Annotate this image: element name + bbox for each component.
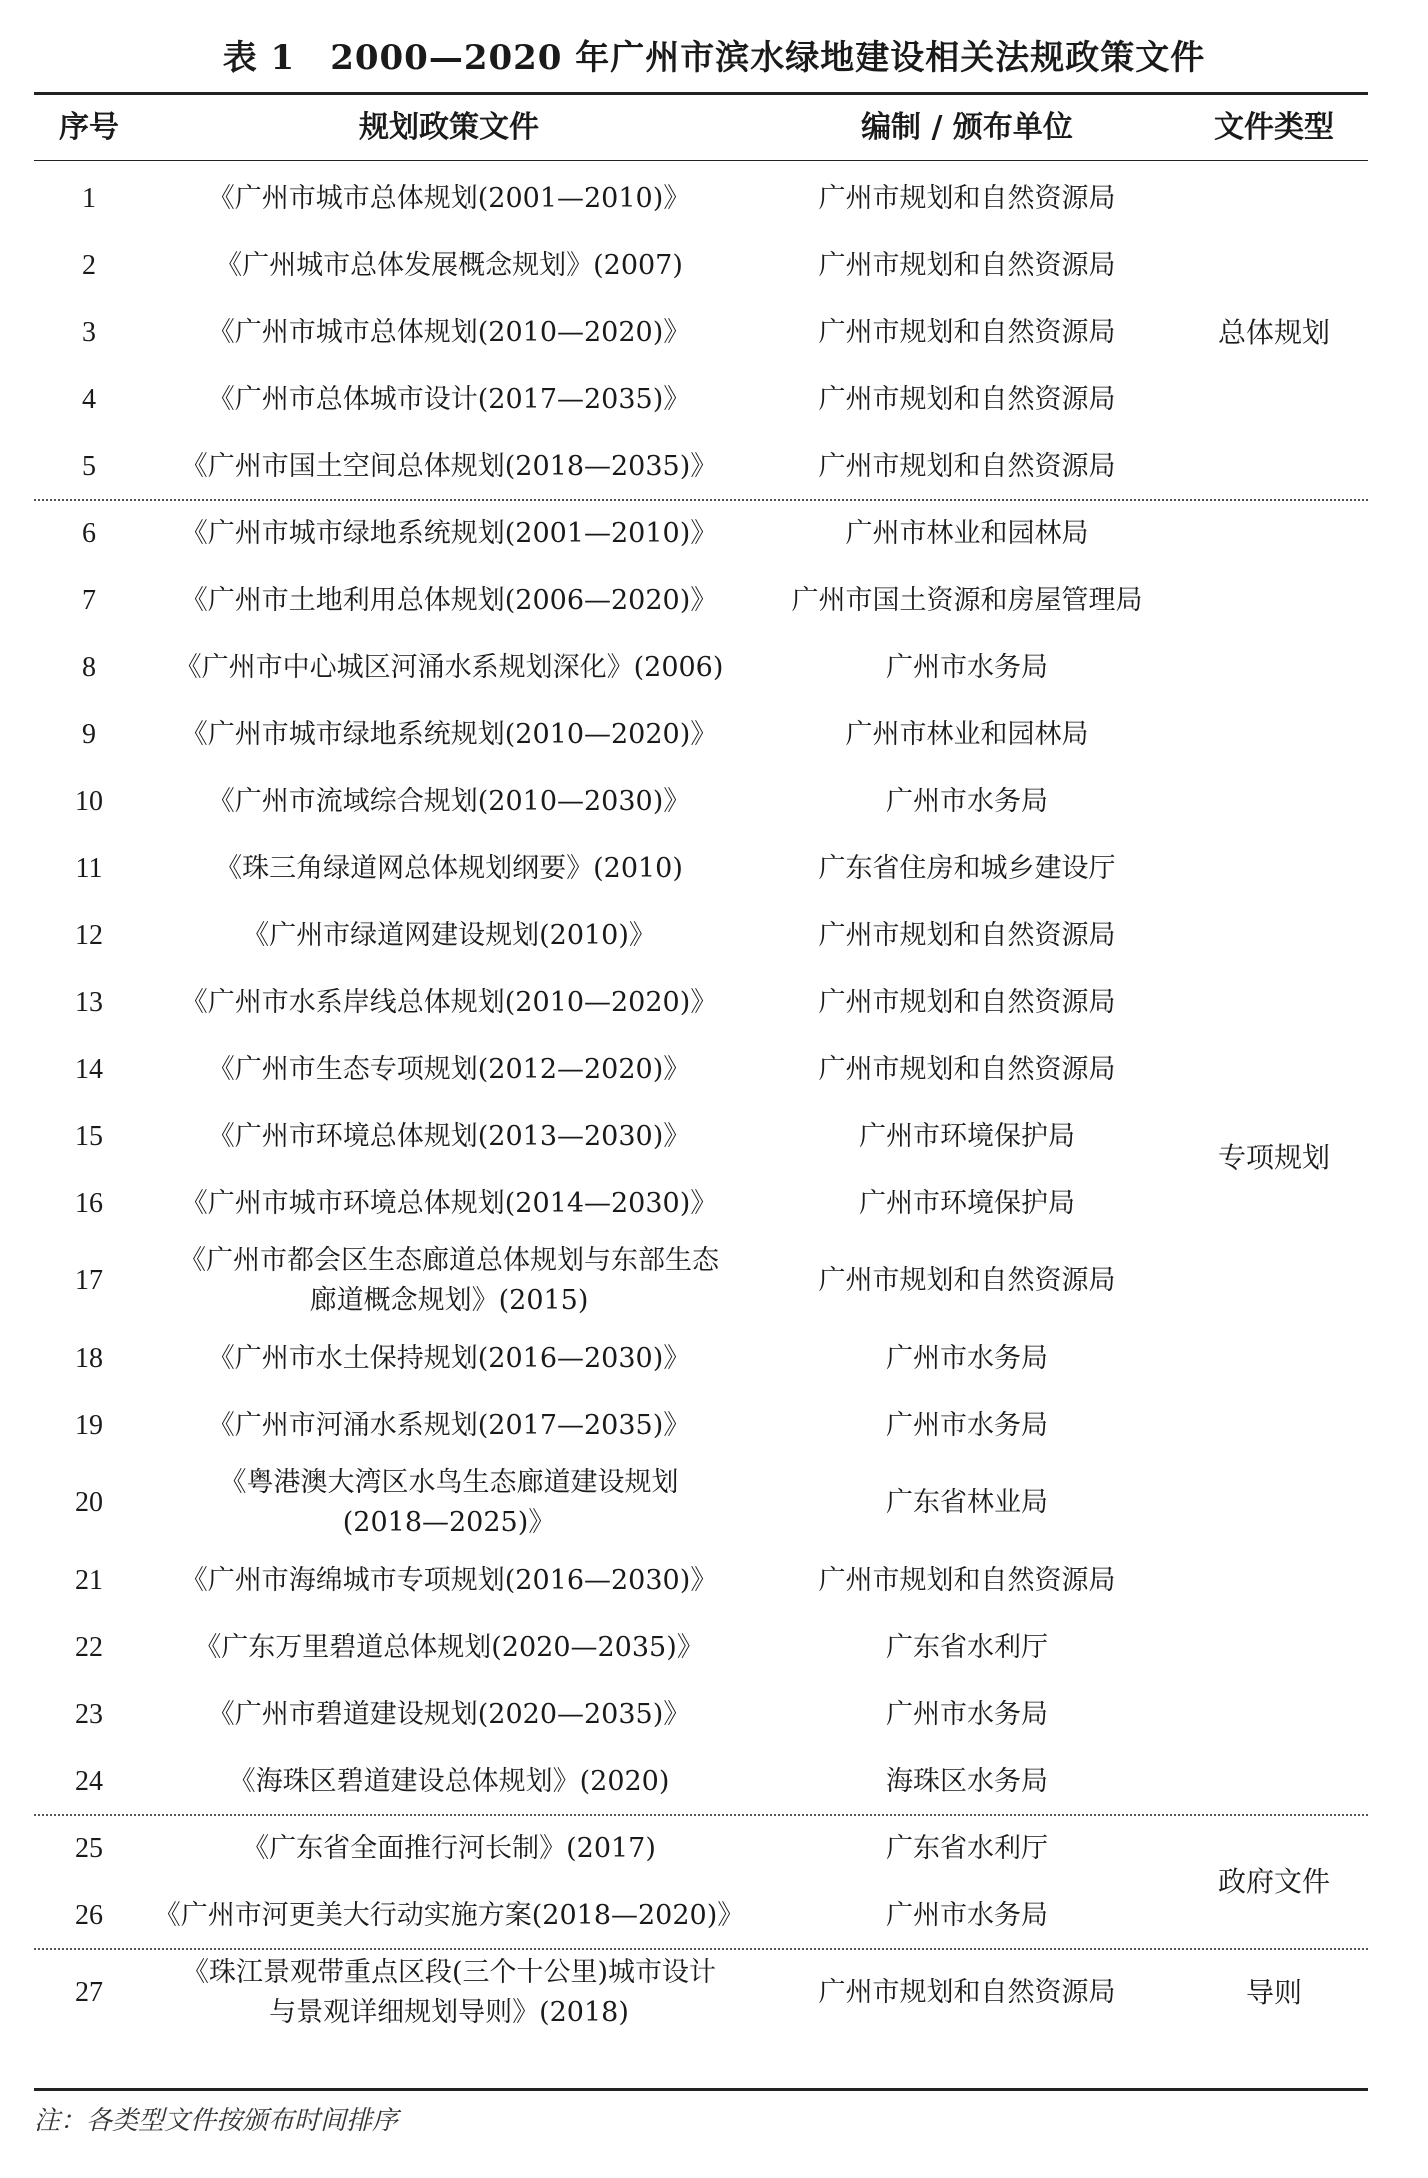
row-7-doc: 《广州市土地利用总体规划(2006—2020)》	[180, 584, 718, 616]
row-3-doc: 《广州市城市总体规划(2010—2020)》	[207, 316, 691, 348]
row-2-doc: 《广州城市总体发展概念规划》(2007)	[215, 249, 683, 281]
row-7-no: 7	[82, 584, 96, 616]
row-20-doc: 《粤港澳大湾区水鸟生态廊道建设规划 (2018—2025)》	[219, 1467, 679, 1538]
row-1-org: 广州市规划和自然资源局	[818, 182, 1116, 214]
row-1-no: 1	[82, 182, 96, 214]
row-19-doc: 《广州市河涌水系规划(2017—2035)》	[207, 1409, 691, 1441]
group-type-2: 专项规划	[1217, 1140, 1330, 1174]
header-no: 序号	[59, 110, 119, 145]
row-10-doc: 《广州市流域综合规划(2010—2030)》	[207, 785, 691, 817]
group-divider	[34, 499, 1368, 501]
header-type: 文件类型	[1214, 110, 1334, 145]
row-13-org: 广州市规划和自然资源局	[818, 986, 1116, 1018]
row-19-no: 19	[75, 1409, 103, 1441]
row-15-no: 15	[75, 1120, 103, 1152]
row-1-doc: 《广州市城市总体规划(2001—2010)》	[207, 182, 691, 214]
row-6-no: 6	[82, 517, 96, 549]
row-3-no: 3	[82, 316, 96, 348]
header-doc: 规划政策文件	[359, 110, 539, 145]
row-6-org: 广州市林业和园林局	[845, 517, 1089, 549]
row-7-org: 广州市国土资源和房屋管理局	[791, 584, 1143, 616]
row-26-no: 26	[75, 1899, 103, 1931]
row-16-no: 16	[75, 1187, 103, 1219]
row-22-org: 广东省水利厅	[886, 1631, 1048, 1663]
row-24-org: 海珠区水务局	[886, 1765, 1048, 1797]
row-11-doc: 《珠三角绿道网总体规划纲要》(2010)	[215, 852, 683, 884]
row-18-org: 广州市水务局	[886, 1342, 1048, 1374]
row-9-no: 9	[82, 718, 96, 750]
row-2-no: 2	[82, 249, 96, 281]
row-16-org: 广州市环境保护局	[859, 1187, 1075, 1219]
row-5-doc: 《广州市国土空间总体规划(2018—2035)》	[180, 450, 718, 482]
row-16-doc: 《广州市城市环境总体规划(2014—2030)》	[180, 1187, 718, 1219]
header-rule	[34, 160, 1368, 161]
row-13-no: 13	[75, 986, 103, 1018]
row-15-doc: 《广州市环境总体规划(2013—2030)》	[207, 1120, 691, 1152]
row-14-no: 14	[75, 1053, 103, 1085]
table-note: 注：各类型文件按颁布时间排序	[34, 2106, 399, 2136]
row-4-no: 4	[82, 383, 96, 415]
row-27-no: 27	[75, 1977, 103, 2008]
row-21-no: 21	[75, 1564, 103, 1596]
row-23-org: 广州市水务局	[886, 1698, 1048, 1730]
group-type-3: 政府文件	[1217, 1865, 1330, 1898]
row-25-doc: 《广东省全面推行河长制》(2017)	[242, 1832, 656, 1864]
row-8-org: 广州市水务局	[886, 651, 1048, 683]
row-10-no: 10	[75, 785, 103, 817]
row-6-doc: 《广州市城市绿地系统规划(2001—2010)》	[180, 517, 718, 549]
row-21-org: 广州市规划和自然资源局	[818, 1564, 1116, 1596]
row-17-no: 17	[75, 1265, 103, 1296]
row-15-org: 广州市环境保护局	[859, 1120, 1075, 1152]
row-5-org: 广州市规划和自然资源局	[818, 450, 1116, 482]
row-9-doc: 《广州市城市绿地系统规划(2010—2020)》	[180, 718, 718, 750]
row-8-no: 8	[82, 651, 96, 683]
row-9-org: 广州市林业和园林局	[845, 718, 1089, 750]
row-27-org: 广州市规划和自然资源局	[818, 1977, 1116, 2008]
row-12-no: 12	[75, 919, 103, 951]
row-24-doc: 《海珠区碧道建设总体规划》(2020)	[228, 1765, 670, 1797]
row-21-doc: 《广州市海绵城市专项规划(2016—2030)》	[180, 1564, 718, 1596]
row-22-no: 22	[75, 1631, 103, 1663]
row-12-doc: 《广州市绿道网建设规划(2010)》	[242, 919, 656, 951]
row-17-org: 广州市规划和自然资源局	[818, 1265, 1116, 1296]
row-14-org: 广州市规划和自然资源局	[818, 1053, 1116, 1085]
row-23-doc: 《广州市碧道建设规划(2020—2035)》	[207, 1698, 691, 1730]
row-11-org: 广东省住房和城乡建设厅	[818, 852, 1116, 884]
row-25-org: 广东省水利厅	[886, 1832, 1048, 1864]
row-4-doc: 《广州市总体城市设计(2017—2035)》	[207, 383, 691, 415]
top-rule	[34, 92, 1368, 95]
row-23-no: 23	[75, 1698, 103, 1730]
row-14-doc: 《广州市生态专项规划(2012—2020)》	[207, 1053, 691, 1085]
row-27-doc: 《珠江景观带重点区段(三个十公里)城市设计 与景观详细规划导则》(2018)	[181, 1957, 717, 2028]
row-18-doc: 《广州市水土保持规划(2016—2030)》	[207, 1342, 691, 1374]
row-20-no: 20	[75, 1487, 103, 1518]
row-4-org: 广州市规划和自然资源局	[818, 383, 1116, 415]
row-2-org: 广州市规划和自然资源局	[818, 249, 1116, 281]
table-title: 表 1 2000—2020 年广州市滨水绿地建设相关法规政策文件	[222, 38, 1206, 78]
group-divider	[34, 1814, 1368, 1816]
row-26-org: 广州市水务局	[886, 1899, 1048, 1931]
group-divider	[34, 1948, 1368, 1950]
row-5-no: 5	[82, 450, 96, 482]
row-12-org: 广州市规划和自然资源局	[818, 919, 1116, 951]
row-20-org: 广东省林业局	[886, 1487, 1048, 1518]
row-18-no: 18	[75, 1342, 103, 1374]
header-org: 编制 / 颁布单位	[861, 110, 1073, 145]
row-25-no: 25	[75, 1832, 103, 1864]
group-type-4: 导则	[1245, 1976, 1302, 2009]
bottom-rule	[34, 2088, 1368, 2091]
row-11-no: 11	[75, 852, 103, 884]
row-10-org: 广州市水务局	[886, 785, 1048, 817]
row-22-doc: 《广东万里碧道总体规划(2020—2035)》	[194, 1631, 704, 1663]
row-17-doc: 《广州市都会区生态廊道总体规划与东部生态 廊道概念规划》(2015)	[179, 1245, 719, 1316]
row-19-org: 广州市水务局	[886, 1409, 1048, 1441]
row-3-org: 广州市规划和自然资源局	[818, 316, 1116, 348]
row-24-no: 24	[75, 1765, 103, 1797]
row-8-doc: 《广州市中心城区河涌水系规划深化》(2006)	[174, 651, 724, 683]
group-type-1: 总体规划	[1217, 315, 1330, 349]
row-26-doc: 《广州市河更美大行动实施方案(2018—2020)》	[153, 1899, 745, 1931]
row-13-doc: 《广州市水系岸线总体规划(2010—2020)》	[180, 986, 718, 1018]
